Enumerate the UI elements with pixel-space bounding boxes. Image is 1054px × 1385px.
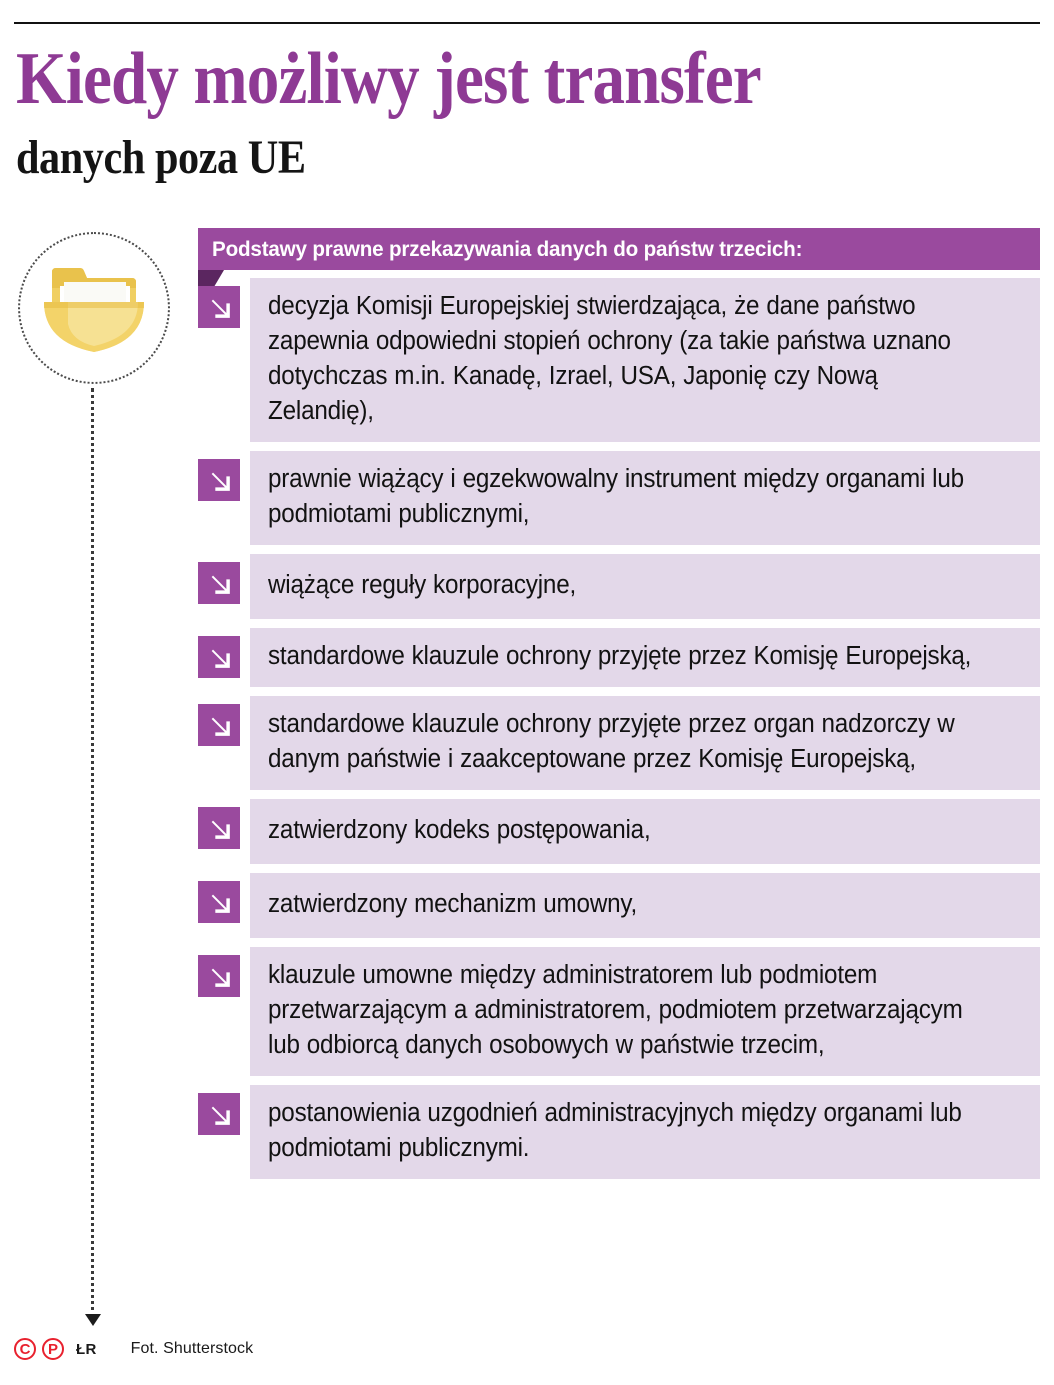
arrow-down-right-icon	[198, 704, 240, 746]
headline-line-2: danych poza UE	[16, 131, 306, 184]
list-item-panel	[250, 873, 1040, 938]
list-item-panel	[250, 947, 1040, 1076]
page-title	[16, 40, 1026, 184]
list-item	[198, 696, 1040, 790]
copyright-icon: C	[14, 1338, 36, 1360]
list-item-panel	[250, 799, 1040, 864]
list-item	[198, 278, 1040, 442]
arrow-down-right-icon	[198, 286, 240, 328]
arrow-down-right-icon	[198, 636, 240, 678]
list-item	[198, 628, 1040, 687]
arrow-down-right-icon	[198, 459, 240, 501]
list-item-text: decyzja Komisji Europejskiej stwierdzająca, że dane państwo zapewnia odpowiedni stopień ochrony (za takie państwa uznano dotychczas m.in. Kanadę, Izrael, USA, Japonię czy Nową Zelandię),	[268, 292, 951, 425]
list-item-text: standardowe klauzule ochrony przyjęte przez organ nadzorczy w danym państwie i zaakceptowane przez Komisję Europejską,	[268, 710, 955, 773]
arrow-down-right-icon	[198, 807, 240, 849]
list-item	[198, 799, 1040, 864]
list-item	[198, 1085, 1040, 1179]
list-item	[198, 873, 1040, 938]
list-item	[198, 451, 1040, 545]
dotted-connector-arrowhead-icon	[85, 1314, 101, 1326]
list-item-panel	[250, 628, 1040, 687]
list-item-text: zatwierdzony kodeks postępowania,	[268, 816, 651, 844]
section-banner-title: Podstawy prawne przekazywania danych do państw trzecich:	[212, 236, 803, 261]
list-item-panel	[250, 554, 1040, 619]
folder-illustration-circle	[18, 232, 170, 384]
list-item-text: prawnie wiążący i egzekwowalny instrument między organami lub podmiotami publicznymi,	[268, 465, 964, 528]
list-item-text: wiążące reguły korporacyjne,	[268, 571, 577, 599]
list-item-panel	[250, 451, 1040, 545]
list-item-text: standardowe klauzule ochrony przyjęte przez Komisję Europejską,	[268, 642, 972, 670]
list-item-panel	[250, 696, 1040, 790]
folder-icon	[34, 258, 154, 358]
legal-basis-list	[198, 278, 1040, 1179]
phonogram-icon: P	[42, 1338, 64, 1360]
list-item-panel	[250, 278, 1040, 442]
author-initials: ŁR	[76, 1340, 97, 1358]
headline-line-1: Kiedy możliwy jest transfer	[16, 38, 761, 120]
main-content	[198, 228, 1040, 1188]
list-item-panel	[250, 1085, 1040, 1179]
footer-credits	[14, 1338, 253, 1360]
section-banner	[198, 228, 1040, 270]
list-item-text: zatwierdzony mechanizm umowny,	[268, 890, 638, 918]
list-item-text: klauzule umowne między administratorem lub podmiotem przetwarzającym a administratorem, podmiotem przetwarzającym lub odbiorcą danych osobowych w państwie trzecim,	[268, 961, 963, 1059]
arrow-down-right-icon	[198, 955, 240, 997]
arrow-down-right-icon	[198, 881, 240, 923]
list-item	[198, 554, 1040, 619]
photo-credit: Fot. Shutterstock	[130, 1340, 254, 1357]
arrow-down-right-icon	[198, 1093, 240, 1135]
list-item-text: postanowienia uzgodnień administracyjnych między organami lub podmiotami publicznymi.	[268, 1099, 962, 1162]
list-item	[198, 947, 1040, 1076]
top-divider	[14, 22, 1040, 24]
arrow-down-right-icon	[198, 562, 240, 604]
dotted-connector-line	[91, 388, 94, 1318]
